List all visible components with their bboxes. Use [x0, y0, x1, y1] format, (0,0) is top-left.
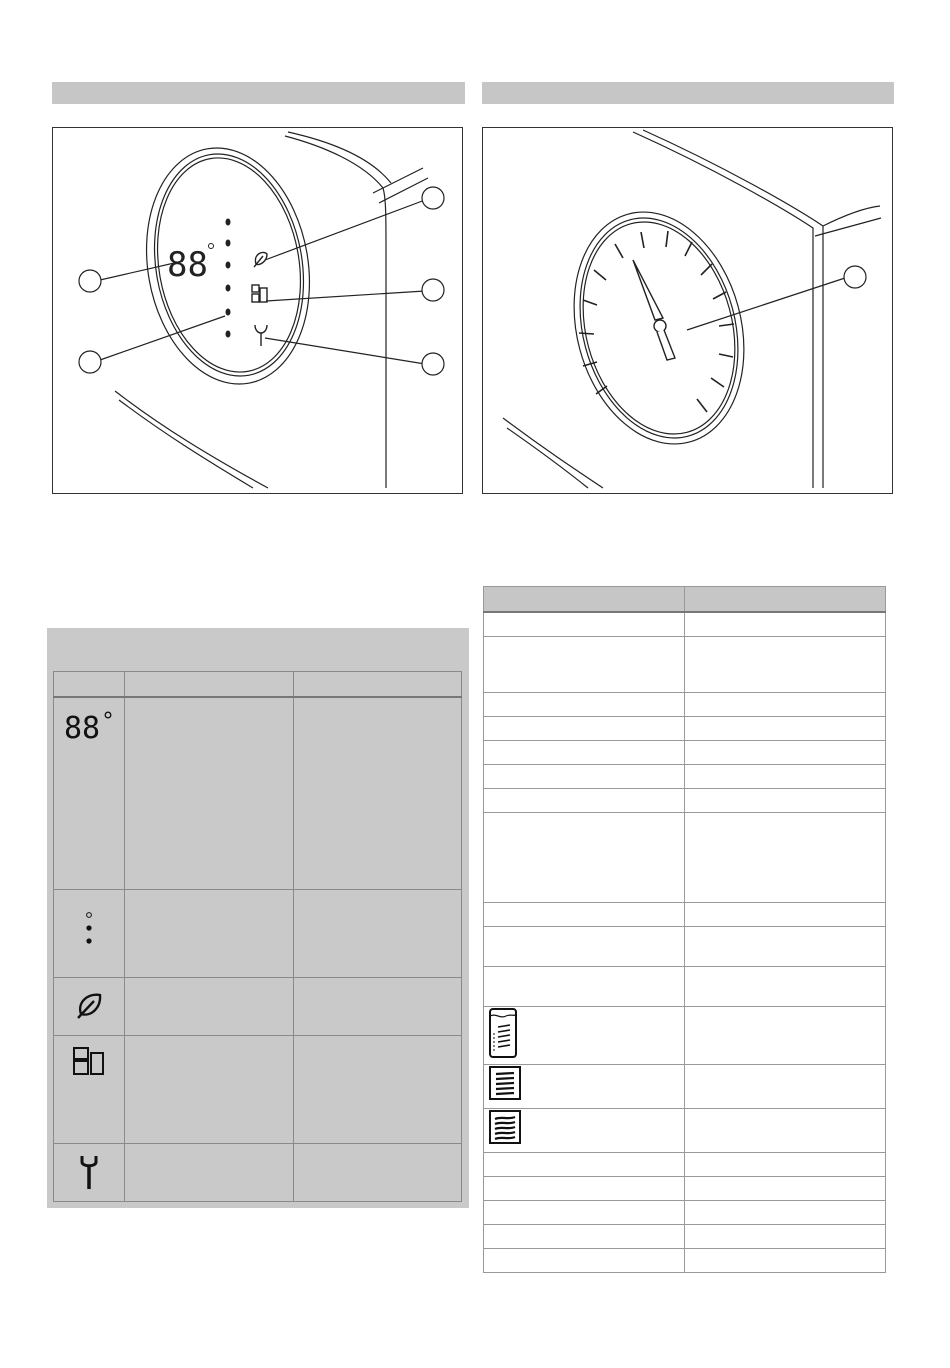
cell-value: [685, 1248, 886, 1272]
table-header-row: [54, 672, 462, 698]
cell-label: [484, 716, 685, 740]
cell-value: [685, 1108, 886, 1152]
cell-label: [484, 966, 685, 1006]
row-details: [294, 889, 462, 977]
table-row: [484, 1176, 886, 1200]
cell-value: [685, 926, 886, 966]
column-header: [294, 672, 462, 698]
cell-value: [685, 1064, 886, 1108]
table-row: [54, 889, 462, 977]
cell-value: [685, 692, 886, 716]
tank-full-icon: [488, 1007, 518, 1059]
figure-analog-gauge: [482, 127, 893, 494]
cell-label: [484, 1176, 685, 1200]
table-row: [484, 716, 886, 740]
callout-4: [422, 279, 444, 301]
table-row: [484, 966, 886, 1006]
table-row: [484, 1152, 886, 1176]
cell-value: [685, 902, 886, 926]
window-panel-icon: [54, 1036, 124, 1076]
cell-label: [484, 812, 685, 902]
cell-value: [685, 812, 886, 902]
table-row: [54, 697, 462, 889]
cell-label: [484, 1248, 685, 1272]
table-row: [484, 1108, 886, 1152]
table-row: [484, 1064, 886, 1108]
svg-text:88: 88: [64, 711, 101, 742]
table-header-row: [484, 587, 886, 613]
table-row: [484, 636, 886, 692]
cell-value: [685, 612, 886, 636]
cell-value: [685, 764, 886, 788]
table-row: [484, 1006, 886, 1064]
cell-label: [484, 764, 685, 788]
cell-value: [685, 636, 886, 692]
row-details: [294, 1143, 462, 1201]
table-row: [484, 764, 886, 788]
cell-label: [484, 636, 685, 692]
figure-digital-panel: [52, 127, 463, 494]
table-row: [484, 612, 886, 636]
cell-value: [685, 966, 886, 1006]
cell-value: [685, 1006, 886, 1064]
cell-label: [484, 902, 685, 926]
cell-value: [685, 1152, 886, 1176]
display-88-text: 88: [167, 245, 208, 285]
row-description: [125, 697, 294, 889]
table-row: [484, 1200, 886, 1224]
radiator-wave-icon: [488, 1109, 522, 1145]
left-section-header: [52, 82, 465, 104]
cell-value: [685, 740, 886, 764]
table-row: [54, 1143, 462, 1201]
row-description: [125, 977, 294, 1035]
table-row: [484, 740, 886, 764]
table-row: [484, 902, 886, 926]
cell-label: [484, 1200, 685, 1224]
callout-2: [79, 351, 101, 373]
row-description: [125, 889, 294, 977]
cell-label: [484, 612, 685, 636]
right-section-header: [482, 82, 894, 104]
cell-label: [484, 1152, 685, 1176]
row-details: [294, 977, 462, 1035]
callout-5: [422, 353, 444, 375]
leds-icon: [54, 890, 124, 950]
operating-states-table: [483, 586, 886, 1273]
cell-label: [484, 788, 685, 812]
wrench-icon: [54, 1144, 124, 1190]
callout-3: [422, 187, 444, 209]
digital-panel-drawing: [53, 128, 464, 495]
table-row: [54, 1035, 462, 1143]
table-row: [484, 812, 886, 902]
display-88-icon: [54, 698, 124, 742]
callout-gauge: [844, 266, 866, 288]
table-row: [54, 977, 462, 1035]
row-description: [125, 1143, 294, 1201]
cell-label: [484, 740, 685, 764]
table-row: [484, 692, 886, 716]
cell-label: [484, 926, 685, 966]
cell-label: [484, 692, 685, 716]
cell-value: [685, 716, 886, 740]
radiator-icon: [488, 1065, 522, 1101]
analog-gauge-drawing: [483, 128, 894, 495]
column-header: [54, 672, 125, 698]
display-symbols-table: [53, 671, 462, 1202]
row-description: [125, 1035, 294, 1143]
row-details: [294, 697, 462, 889]
table-row: [484, 1224, 886, 1248]
cell-value: [685, 1176, 886, 1200]
column-header: [685, 587, 886, 613]
table-row: [484, 926, 886, 966]
column-header: [125, 672, 294, 698]
leaf-icon: [54, 978, 124, 1022]
table-row: [484, 1248, 886, 1272]
cell-value: [685, 1200, 886, 1224]
cell-value: [685, 1224, 886, 1248]
row-details: [294, 1035, 462, 1143]
cell-value: [685, 788, 886, 812]
cell-label: [484, 1224, 685, 1248]
table-row: [484, 788, 886, 812]
display-symbols-panel: [47, 628, 469, 1208]
column-header: [484, 587, 685, 613]
callout-1: [79, 270, 101, 292]
